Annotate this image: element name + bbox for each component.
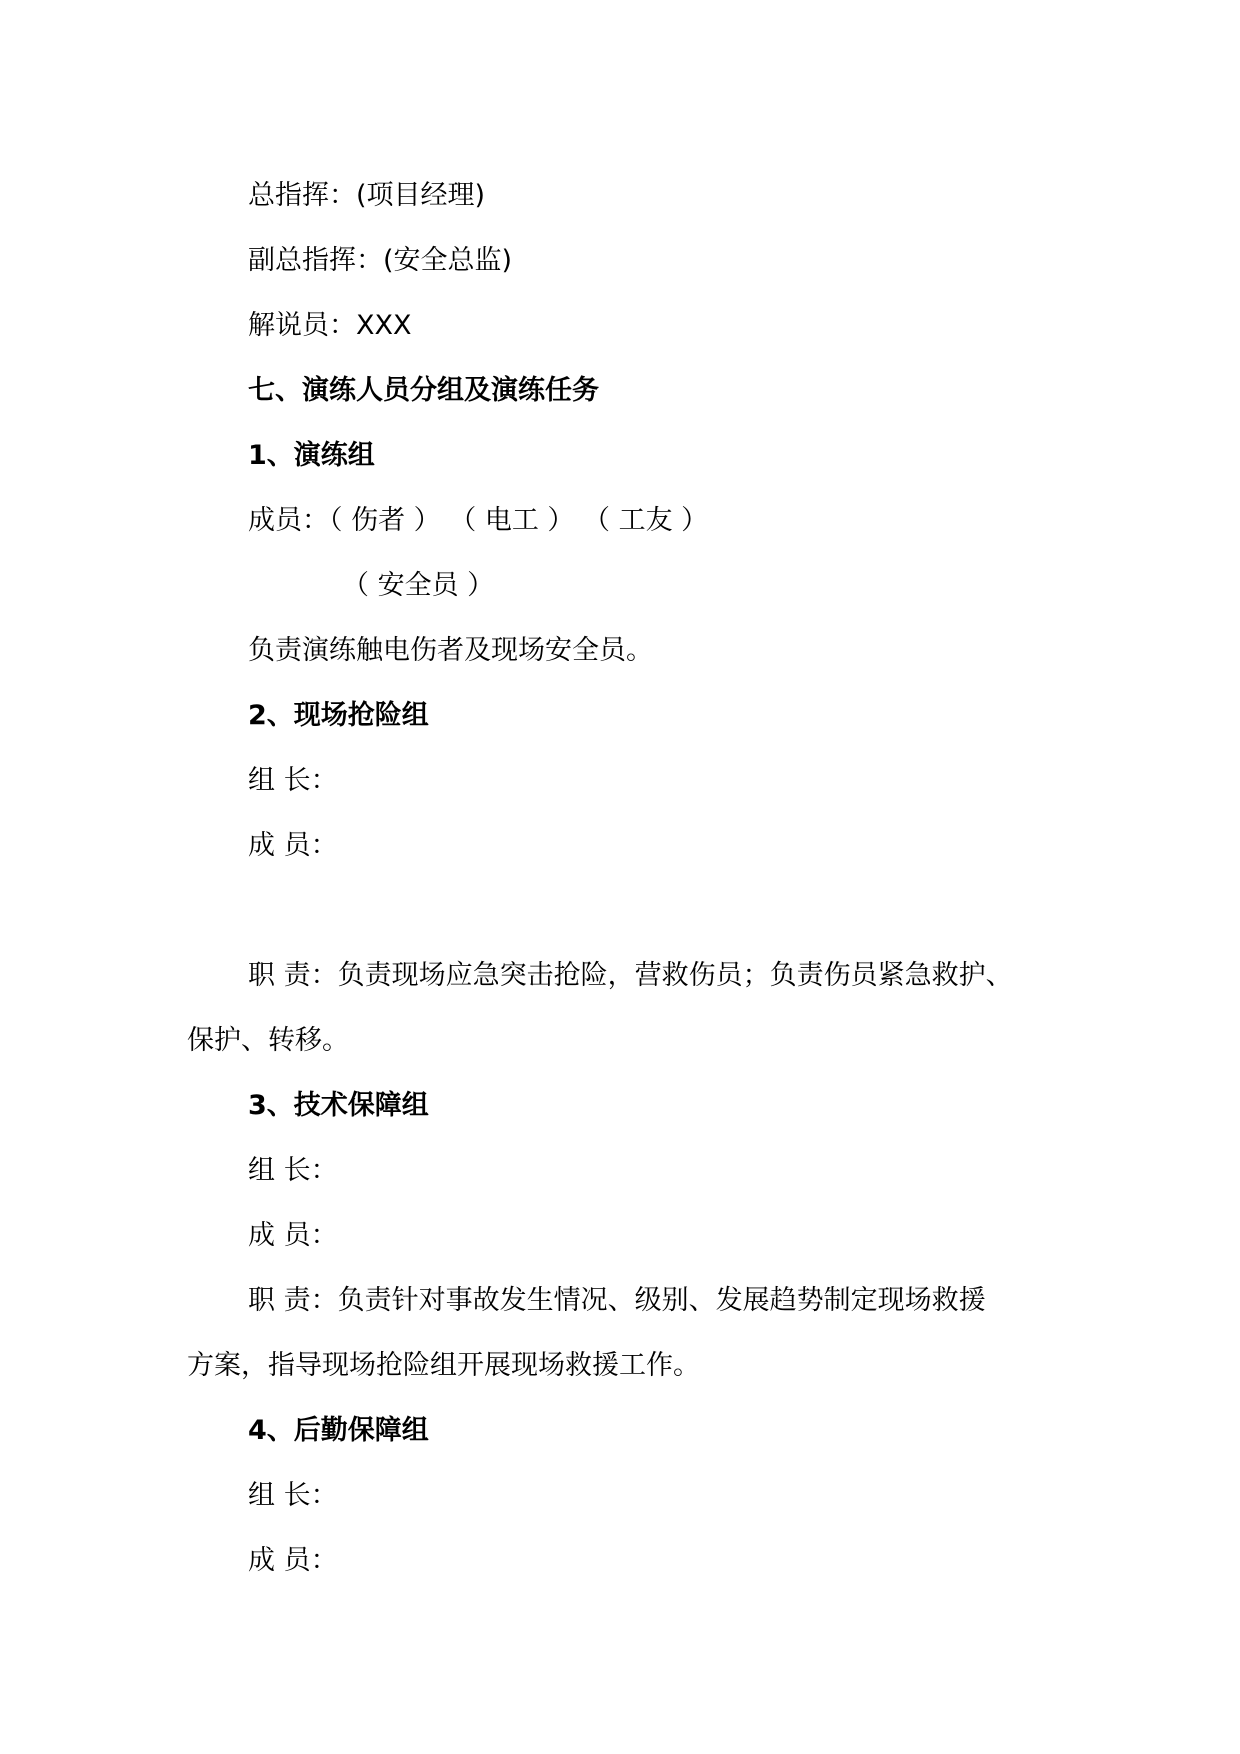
group4-leader: 组 长：	[248, 1480, 338, 1511]
group3-duty-line1: 职 责：负责针对事故发生情况、级别、发展趋势制定现场救援	[248, 1285, 986, 1316]
group2-members: 成 员：	[248, 830, 338, 861]
group4-heading: 4、后勤保障组	[248, 1415, 429, 1446]
group4-members: 成 员：	[248, 1545, 338, 1576]
group2-heading: 2、现场抢险组	[248, 700, 429, 731]
group3-leader: 组 长：	[248, 1155, 338, 1186]
group2-duty-line1: 职 责：负责现场应急突击抢险，营救伤员；负责伤员紧急救护、	[248, 960, 1013, 991]
deputy-commander-line: 副总指挥：(安全总监)	[248, 245, 513, 276]
group1-duty: 负责演练触电伤者及现场安全员。	[248, 635, 653, 666]
group2-duty-line2: 保护、转移。	[187, 1025, 349, 1056]
group2-leader: 组 长：	[248, 765, 338, 796]
section-seven-heading: 七、演练人员分组及演练任务	[248, 375, 599, 406]
group1-heading: 1、演练组	[248, 440, 375, 471]
commander-line: 总指挥：(项目经理)	[248, 180, 486, 211]
narrator-line: 解说员：XXX	[248, 310, 412, 341]
group3-heading: 3、技术保障组	[248, 1090, 429, 1121]
group3-duty-line2: 方案，指导现场抢险组开展现场救援工作。	[187, 1350, 700, 1381]
group3-members: 成 员：	[248, 1220, 338, 1251]
group1-members-line2: （ 安全员 ）	[342, 570, 495, 601]
group1-members-line1: 成员：（ 伤者 ） （ 电工 ） （ 工友 ）	[248, 505, 709, 536]
